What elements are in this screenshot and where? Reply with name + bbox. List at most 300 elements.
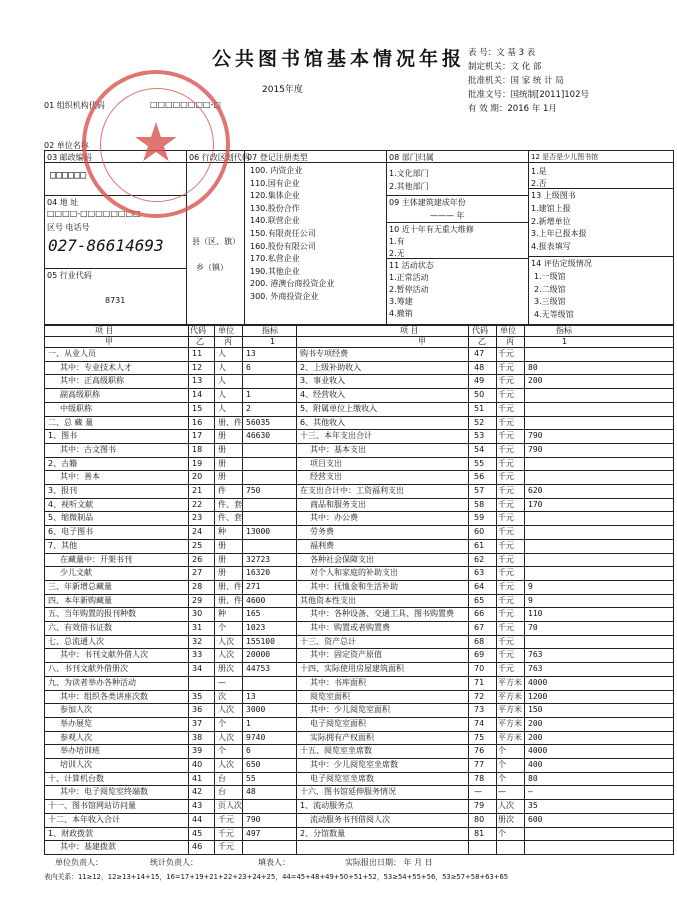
row-code: 26	[192, 554, 203, 564]
row-code: 44	[192, 814, 203, 824]
town-label: 乡（镇）	[196, 263, 228, 272]
row-code: 36	[192, 705, 203, 715]
row-unit: 人次	[218, 705, 234, 715]
row-unit: 千元	[498, 581, 514, 591]
row-value: 200	[528, 376, 543, 386]
row-unit: 个	[218, 623, 226, 632]
header-code-right: 代码	[472, 326, 488, 335]
row-code: 24	[192, 527, 203, 537]
row-value: 9	[528, 595, 533, 605]
row-unit: 人次	[218, 732, 234, 742]
row-item: 流动服务书刊借阅人次	[310, 814, 390, 824]
meta-line: 制定机关：文 化 部	[468, 62, 542, 72]
row-code: 60	[474, 527, 485, 537]
row-unit: 册	[218, 458, 226, 468]
row-unit: 件、套	[218, 513, 242, 523]
row-item: 中级职称	[60, 403, 92, 413]
row-code: 56	[474, 472, 485, 482]
row-code: 52	[474, 417, 485, 427]
row-item: 二、总 藏 量	[48, 417, 94, 427]
row-code: 13	[192, 376, 203, 386]
row-unit: 人次	[218, 760, 234, 769]
row-code: 81	[474, 828, 485, 838]
row-unit: —	[218, 677, 226, 687]
row-unit: 册、件	[218, 581, 242, 591]
row-unit: 人次	[498, 801, 514, 811]
row-unit: 册次	[218, 664, 234, 674]
build-year-label: 09 主体建筑建成年份	[389, 198, 466, 207]
row-item: 十、计算机台数	[48, 773, 104, 783]
repair-label: 10 近十年有无重大维修	[389, 225, 474, 234]
row-code: 18	[192, 444, 203, 454]
row-unit: 千元	[498, 362, 514, 372]
row-unit: 千元	[498, 540, 514, 550]
row-code: 25	[192, 540, 203, 550]
row-item: 其中：少儿阅览室面积	[310, 705, 390, 715]
row-code: 12	[192, 362, 203, 372]
row-value: 1	[246, 718, 251, 728]
phone-value: 027-86614693	[48, 236, 164, 255]
row-unit: 千元	[498, 486, 514, 495]
address-value: □□□□-□□□□□□□□	[47, 209, 141, 218]
row-code: 38	[192, 732, 203, 742]
row-item: 6、其他收入	[300, 417, 346, 427]
row-code: 45	[192, 828, 203, 838]
row-unit: 件、套	[218, 499, 242, 509]
row-value: 48	[246, 787, 256, 797]
header-value-right: 指标	[556, 326, 572, 335]
header-jia-right: 甲	[418, 337, 426, 346]
row-unit: 千元	[498, 636, 514, 646]
row-code: 29	[192, 595, 203, 605]
row-value: 56035	[246, 417, 271, 427]
row-value: 4600	[246, 595, 266, 605]
row-code: 61	[474, 540, 485, 550]
row-code: 42	[192, 787, 203, 797]
row-item: 3、报刊	[48, 486, 78, 495]
row-item: 五、当年购置的报刊种数	[48, 609, 136, 619]
status-option: 4.撤销	[389, 309, 413, 318]
row-unit: 台	[218, 773, 226, 783]
row-item: 其中：古文图书	[60, 444, 116, 454]
row-item: 其中：正高级职称	[60, 376, 124, 386]
row-item: 4、视听文献	[48, 499, 94, 509]
row-unit: 人	[218, 403, 226, 413]
row-item: 九、为读者举办各种活动	[48, 677, 136, 687]
header-jia: 甲	[105, 337, 113, 346]
row-unit: 人次	[218, 650, 234, 660]
header-one: 1	[270, 337, 276, 346]
report-type-label: 13 上级图书	[531, 191, 576, 200]
row-unit: 台	[218, 787, 226, 797]
meta-line: 表 号：文 基 3 表	[468, 48, 536, 58]
row-code: 28	[192, 581, 203, 591]
row-code: 15	[192, 403, 203, 413]
row-value: 1200	[528, 691, 548, 701]
row-item: 其中：善本	[60, 472, 100, 482]
row-item: 在支出合计中：工资福利支出	[300, 486, 404, 495]
status-option: 2.暂停活动	[389, 285, 429, 294]
row-item: 4、经营收入	[300, 390, 346, 400]
row-code: 21	[192, 486, 203, 495]
row-unit: 千元	[498, 390, 514, 400]
report-meta	[468, 46, 673, 116]
row-unit: 千元	[498, 623, 514, 632]
row-unit: 册	[218, 472, 226, 482]
report-title: 公共图书馆基本情况年报	[211, 48, 465, 70]
row-code: 35	[192, 691, 203, 701]
row-code: 14	[192, 390, 203, 400]
row-unit: 册、件	[218, 417, 242, 427]
row-item: 经营支出	[310, 472, 342, 482]
row-unit: 平方米	[498, 705, 522, 715]
row-code: 23	[192, 513, 203, 523]
row-item: 十三、本年支出合计	[300, 431, 372, 441]
row-value: 150	[528, 705, 543, 715]
row-value: 1	[246, 390, 251, 400]
row-value: 790	[528, 444, 543, 454]
official-seal	[82, 70, 230, 218]
reg-type-item: 130.股份合作	[250, 203, 300, 213]
row-code: 68	[474, 636, 485, 646]
rating-label: 14 评估定级情况	[531, 259, 592, 268]
row-item: 举办展览	[60, 718, 92, 728]
row-item: 在藏量中：开架书刊	[60, 554, 132, 564]
row-unit: 人	[218, 349, 226, 358]
header-item: 项 目	[95, 326, 114, 335]
row-unit: 千元	[498, 568, 514, 578]
status-option: 1.正常活动	[389, 273, 429, 282]
row-value: 200	[528, 732, 543, 742]
row-item: 电子阅览室面积	[310, 718, 366, 728]
row-unit: 个	[218, 746, 226, 756]
row-item: 福利费	[310, 540, 334, 550]
row-unit: 个	[498, 760, 506, 769]
row-value: 32723	[246, 554, 271, 564]
row-item: 2、分馆数量	[300, 828, 346, 838]
row-item: 其中：电子阅览室终端数	[60, 787, 148, 797]
children-option: 1.是	[531, 167, 547, 176]
unit-name-label: 02 单位名称	[44, 141, 89, 150]
row-unit: 平方米	[498, 732, 522, 742]
row-unit: 千元	[498, 349, 514, 358]
row-unit: 册	[218, 431, 226, 441]
row-unit: 平方米	[498, 677, 522, 687]
row-item: 劳务费	[310, 527, 334, 537]
row-code: 58	[474, 499, 485, 509]
row-code: 62	[474, 554, 485, 564]
row-item: 其中：固定资产原值	[310, 650, 382, 660]
row-unit: 册次	[498, 814, 514, 824]
row-code: 40	[192, 760, 203, 769]
row-unit: 件	[218, 486, 226, 495]
row-unit: 种	[218, 609, 226, 619]
row-code: 39	[192, 746, 203, 756]
row-code: 67	[474, 623, 485, 632]
row-value: 13000	[246, 527, 271, 537]
header-bing: 丙	[224, 337, 232, 346]
row-unit: 页人次	[218, 801, 242, 811]
reg-type-item: 140.联营企业	[250, 216, 300, 226]
meta-line: 有 效 期：2016 年 1月	[468, 104, 557, 114]
row-unit: 千元	[498, 650, 514, 660]
row-item: 其中：书刊文献外借人次	[60, 650, 148, 660]
row-item: 其中：基本支出	[310, 444, 366, 454]
row-unit: 千元	[498, 376, 514, 386]
reg-type-item: 120.集体企业	[250, 191, 300, 201]
row-item: 其中：抚恤金和生活补助	[310, 581, 398, 591]
row-item: 少儿文献	[60, 568, 92, 578]
row-item: 一、从业人员	[48, 349, 96, 358]
repair-option: 2.无	[389, 249, 405, 258]
row-unit: 个	[498, 746, 506, 756]
row-item: 其中：基建拨款	[60, 842, 116, 852]
row-code: 66	[474, 609, 485, 619]
row-item: 十五、阅览室坐席数	[300, 746, 372, 756]
row-code: 78	[474, 773, 485, 783]
row-value: 9740	[246, 732, 266, 742]
row-code: 50	[474, 390, 485, 400]
row-code: 72	[474, 691, 485, 701]
filler-label: 填表人：	[258, 858, 290, 867]
reg-type-item: 150.有限责任公司	[250, 228, 316, 238]
row-code: 65	[474, 595, 485, 605]
row-item: 三、年新增总藏量	[48, 581, 112, 591]
row-unit: 千元	[498, 499, 514, 509]
county-label: 县（区、旗）	[192, 237, 240, 246]
row-unit: 千元	[498, 609, 514, 619]
report-date-label: 实际报出日期： 年 月 日	[345, 858, 433, 867]
row-unit: 千元	[498, 527, 514, 537]
row-value: 2	[246, 403, 251, 413]
rating-option: 3.三级馆	[534, 297, 566, 306]
row-unit: 千元	[498, 431, 514, 441]
row-unit: 千元	[498, 595, 514, 605]
stats-signature-label: 统计负责人：	[150, 858, 198, 867]
row-code: 51	[474, 403, 485, 413]
row-code: 74	[474, 718, 485, 728]
row-value: 200	[528, 718, 543, 728]
region-code-label: 06 行政区划代码	[189, 153, 250, 162]
row-item: 5、缩微制品	[48, 513, 94, 523]
row-item: 十三、资产总计	[300, 636, 356, 646]
rating-option: 2.二级馆	[534, 284, 566, 294]
row-unit: 人	[218, 376, 226, 386]
row-code: 49	[474, 376, 485, 386]
reg-type-item: 200. 港澳台商投资企业	[250, 279, 335, 289]
row-unit: 千元	[498, 554, 514, 564]
row-unit: 次	[218, 691, 226, 701]
row-item: 实际拥有产权面积	[310, 732, 374, 742]
row-unit: 千元	[218, 842, 234, 852]
head-signature-label: 单位负责人：	[55, 858, 103, 867]
row-item: 其中：书库面积	[310, 677, 366, 687]
row-value: 6	[246, 362, 251, 372]
industry-code-value: 8731	[105, 296, 126, 305]
row-code: 48	[474, 362, 485, 372]
reg-type-item: 160.股份有限公司	[250, 241, 316, 251]
reg-type-item: 190.其他企业	[250, 266, 300, 276]
row-code: 32	[192, 636, 203, 646]
row-unit: 册	[218, 554, 226, 564]
row-unit: 个	[218, 718, 226, 728]
row-code: 64	[474, 581, 485, 591]
row-value: 80	[528, 773, 538, 783]
row-unit: 册	[218, 540, 226, 550]
row-unit: 个	[498, 773, 506, 783]
row-item: 培训人次	[60, 760, 92, 769]
row-value: 46630	[246, 431, 271, 441]
postcode-value: □□□□□□	[50, 170, 87, 181]
row-item: 四、本年新购藏量	[48, 595, 112, 605]
row-code: 30	[192, 609, 203, 619]
row-item: 项目支出	[310, 458, 342, 468]
row-item: 3、事业收入	[300, 376, 346, 386]
row-code: 27	[192, 568, 203, 578]
row-item: 八、书刊文献外借册次	[48, 664, 128, 674]
row-value: 110	[528, 609, 543, 619]
row-value: 170	[528, 499, 543, 509]
report-type-option: 2.新增单位	[531, 216, 571, 226]
reg-type-label: 07 登记注册类型	[247, 153, 308, 162]
row-value: 44753	[246, 664, 271, 674]
children-option: 2.否	[531, 179, 547, 188]
children-lib-label: 12 是否是少儿图书馆	[531, 153, 599, 161]
row-unit: 千元	[218, 814, 234, 824]
row-item: 其中：专业技术人才	[60, 362, 132, 372]
row-unit: 种	[218, 527, 226, 537]
report-type-options	[531, 203, 587, 253]
phone-label: 区号 电话号	[47, 223, 90, 232]
row-value: 650	[246, 760, 261, 769]
row-item: 其中：办公费	[310, 513, 358, 523]
status-options	[389, 272, 429, 320]
row-code: 41	[192, 773, 203, 783]
row-code: 43	[192, 801, 203, 811]
row-value: 620	[528, 486, 543, 495]
header-item-right: 项 目	[400, 326, 419, 335]
rating-option: 1.一级馆	[534, 272, 566, 281]
row-code: 31	[192, 623, 203, 632]
row-item: 电子阅览室坐席数	[310, 773, 374, 783]
row-unit: 千元	[498, 458, 514, 468]
row-unit: 千元	[498, 403, 514, 413]
row-value: 750	[246, 486, 261, 495]
row-value: 763	[528, 650, 543, 660]
rating-options	[534, 271, 574, 321]
row-code: 20	[192, 472, 203, 482]
row-item: 各种社会保障支出	[310, 554, 374, 564]
row-unit: 平方米	[498, 718, 522, 728]
row-unit: 千元	[498, 664, 514, 674]
row-unit: 人次	[218, 636, 234, 646]
row-unit: 千元	[218, 828, 234, 838]
row-value: 497	[246, 828, 261, 838]
row-code: 17	[192, 431, 203, 441]
row-code: 63	[474, 568, 485, 578]
row-code: 77	[474, 760, 485, 769]
row-code: 46	[192, 842, 203, 852]
row-code: —	[474, 787, 482, 797]
row-item: 6、电子图书	[48, 527, 94, 537]
row-item: 其他资本性支出	[300, 595, 356, 605]
org-code-label: 01 组织机构代码	[44, 101, 105, 110]
reg-type-item: 110.国有企业	[250, 178, 300, 188]
dept-label: 08 部门归属	[389, 153, 434, 162]
row-unit: 册、件	[218, 595, 242, 605]
row-item: 参观人次	[60, 732, 92, 742]
row-value: 80	[528, 362, 538, 372]
row-unit: 千元	[498, 417, 514, 427]
row-code: 33	[192, 650, 203, 660]
row-unit: 人	[218, 362, 226, 372]
row-value: 271	[246, 581, 261, 591]
seal-star-icon: ★	[131, 111, 181, 174]
row-code: 79	[474, 801, 485, 811]
org-code-value: □□□□□□□□-□	[150, 100, 221, 109]
row-item: 商品和服务支出	[310, 499, 366, 509]
row-unit: 册	[218, 568, 226, 578]
row-code: 59	[474, 513, 485, 523]
header-yi-right: 乙	[478, 337, 486, 346]
row-unit: 册	[218, 444, 226, 454]
row-value: 13	[246, 691, 256, 701]
row-code: 69	[474, 650, 485, 660]
reg-type-list	[250, 165, 334, 304]
row-unit: 千元	[498, 513, 514, 523]
row-value: 763	[528, 664, 543, 674]
row-item: 2、古籍	[48, 458, 78, 468]
row-code: 53	[474, 431, 485, 441]
report-type-option: 4.报表填写	[531, 241, 571, 251]
row-value: 55	[246, 773, 256, 783]
header-yi: 乙	[196, 337, 204, 346]
row-value: 4000	[528, 677, 548, 687]
header-bing-right: 丙	[506, 337, 514, 346]
meta-line: 批准文号：国统制[2011]102号	[468, 90, 589, 100]
row-item: 购书专项经费	[300, 349, 348, 358]
row-value: 6	[246, 746, 251, 756]
row-item: 举办培训班	[60, 746, 100, 756]
row-value: 3000	[246, 705, 266, 715]
report-year: 2015年度	[262, 85, 303, 95]
row-value: 790	[246, 814, 261, 824]
header-value: 指标	[262, 326, 278, 335]
repair-option: 1.有	[389, 237, 405, 246]
row-item: 1、财政拨款	[48, 828, 94, 838]
row-unit: 千元	[498, 444, 514, 454]
row-item: 十四、实际使用房屋建筑面积	[300, 664, 404, 674]
row-code: 22	[192, 499, 203, 509]
industry-code-label: 05 行业代码	[47, 271, 92, 280]
row-item: 7、其他	[48, 540, 78, 550]
row-item: 十六、图书馆延伸服务情况	[300, 787, 396, 797]
address-label: 04 地 址	[47, 198, 79, 207]
row-item: 其中：各种设备、交通工具、图书购置费	[310, 609, 454, 619]
report-type-option: 3.上年已报本报	[531, 229, 587, 238]
row-unit: —	[498, 787, 506, 797]
header-unit: 单位	[218, 326, 234, 335]
row-value: 1023	[246, 623, 266, 632]
status-label: 11 活动状态	[389, 261, 434, 270]
reg-type-item: 300. 外商投资企业	[250, 291, 319, 301]
row-value: 790	[528, 431, 543, 441]
row-value: 16320	[246, 568, 271, 578]
row-item: 对个人和家庭的补助支出	[310, 568, 398, 578]
table-relations: 表内关系：11≥12，12≥13+14+15，16=17+19+21+22+23+24+25，44=45+48+49+50+51+52，53≥54+55+56，53≥57+58+63+65	[44, 873, 509, 881]
row-item: 1、流动服务点	[300, 801, 354, 811]
reg-type-item: 170.私营企业	[250, 254, 300, 264]
